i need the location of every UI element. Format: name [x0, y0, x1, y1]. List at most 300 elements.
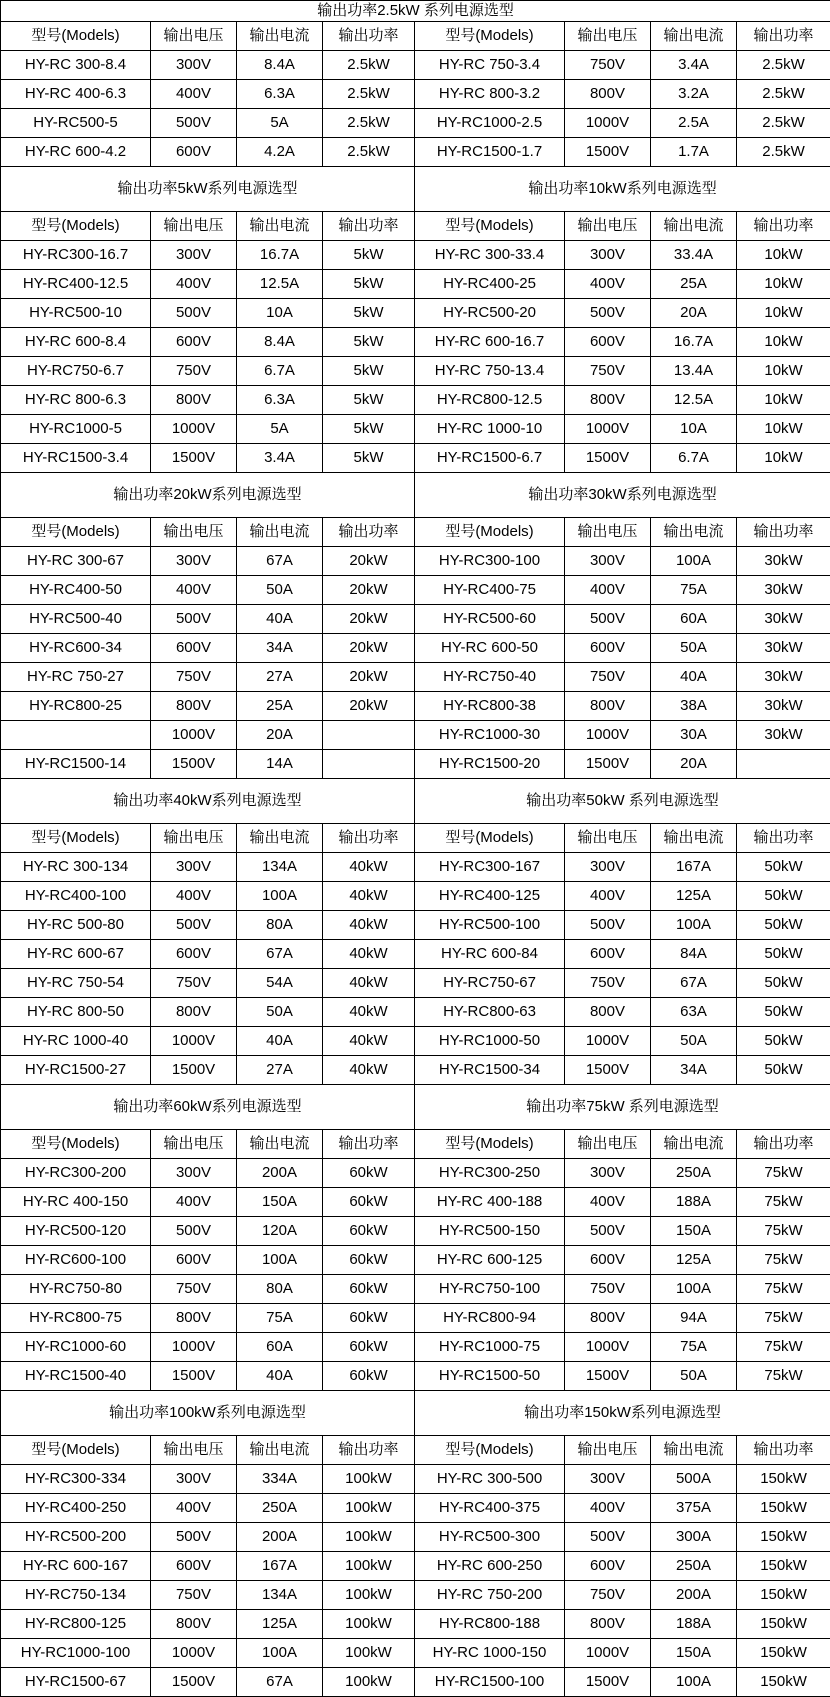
voltage-header: 输出电压: [565, 1436, 651, 1465]
power-cell: 30kW: [737, 663, 830, 692]
current-cell: 100A: [237, 1246, 323, 1275]
power-cell: 40kW: [323, 882, 415, 911]
current-cell: 100A: [651, 1275, 737, 1304]
voltage-cell: 750V: [565, 663, 651, 692]
table-row: [1, 386, 830, 415]
power-cell: [323, 721, 415, 750]
voltage-cell: 1000V: [565, 721, 651, 750]
model-cell: HY-RC 600-50: [415, 634, 565, 663]
current-cell: 125A: [651, 1246, 737, 1275]
model-cell: HY-RC1500-40: [1, 1362, 151, 1391]
power-cell: 40kW: [323, 940, 415, 969]
current-header: 输出电流: [651, 22, 737, 51]
section-title-left: 输出功率40kW系列电源选型: [1, 779, 415, 824]
table-row: [1, 1217, 830, 1246]
voltage-cell: 600V: [151, 634, 237, 663]
voltage-cell: 1000V: [565, 109, 651, 138]
power-cell: 30kW: [737, 605, 830, 634]
current-cell: 75A: [237, 1304, 323, 1333]
voltage-cell: 800V: [565, 998, 651, 1027]
model-header: 型号(Models): [415, 22, 565, 51]
power-header: 输出功率: [737, 1130, 830, 1159]
power-cell: 50kW: [737, 969, 830, 998]
table-row: [1, 415, 830, 444]
current-cell: 200A: [237, 1159, 323, 1188]
table-row: [1, 1056, 830, 1085]
model-header: 型号(Models): [1, 1130, 151, 1159]
voltage-cell: 400V: [565, 882, 651, 911]
voltage-cell: 600V: [565, 1552, 651, 1581]
model-cell: HY-RC 400-188: [415, 1188, 565, 1217]
voltage-cell: 800V: [151, 692, 237, 721]
current-cell: 40A: [237, 1027, 323, 1056]
power-cell: 50kW: [737, 998, 830, 1027]
current-cell: 33.4A: [651, 241, 737, 270]
voltage-header: 输出电压: [565, 1130, 651, 1159]
current-cell: 4.2A: [237, 138, 323, 167]
table-row: [1, 80, 830, 109]
current-cell: 5A: [237, 415, 323, 444]
table-row: [1, 1027, 830, 1056]
section-title-right: 输出功率30kW系列电源选型: [415, 473, 830, 518]
power-cell: 20kW: [323, 634, 415, 663]
model-cell: HY-RC400-250: [1, 1494, 151, 1523]
power-cell: 30kW: [737, 634, 830, 663]
model-header: 型号(Models): [1, 1436, 151, 1465]
voltage-cell: 400V: [565, 1494, 651, 1523]
table-row: [1, 882, 830, 911]
voltage-cell: 1000V: [151, 1639, 237, 1668]
power-cell: 10kW: [737, 386, 830, 415]
table-row: [1, 270, 830, 299]
current-cell: 8.4A: [237, 328, 323, 357]
current-cell: 60A: [237, 1333, 323, 1362]
current-header: 输出电流: [651, 518, 737, 547]
power-cell: 75kW: [737, 1246, 830, 1275]
current-cell: 150A: [651, 1639, 737, 1668]
section-title-left: 输出功率5kW系列电源选型: [1, 167, 415, 212]
current-cell: 1.7A: [651, 138, 737, 167]
model-cell: HY-RC300-100: [415, 547, 565, 576]
table-row: [1, 750, 830, 779]
voltage-cell: 300V: [151, 853, 237, 882]
power-cell: 40kW: [323, 911, 415, 940]
power-cell: 75kW: [737, 1275, 830, 1304]
model-cell: HY-RC 300-134: [1, 853, 151, 882]
voltage-cell: 300V: [565, 241, 651, 270]
section-title-row: [1, 1085, 830, 1130]
current-cell: 20A: [651, 299, 737, 328]
current-cell: 60A: [651, 605, 737, 634]
model-cell: HY-RC 600-84: [415, 940, 565, 969]
current-cell: 80A: [237, 911, 323, 940]
voltage-cell: 600V: [151, 940, 237, 969]
power-cell: 20kW: [323, 576, 415, 605]
voltage-cell: 500V: [565, 1523, 651, 1552]
voltage-cell: 1000V: [565, 1639, 651, 1668]
current-cell: 50A: [651, 634, 737, 663]
power-cell: 50kW: [737, 911, 830, 940]
current-cell: 100A: [651, 911, 737, 940]
model-cell: HY-RC 600-16.7: [415, 328, 565, 357]
voltage-cell: 750V: [151, 1581, 237, 1610]
model-cell: HY-RC800-188: [415, 1610, 565, 1639]
voltage-header: 输出电压: [565, 212, 651, 241]
power-cell: 40kW: [323, 998, 415, 1027]
model-cell: HY-RC 300-33.4: [415, 241, 565, 270]
voltage-header: 输出电压: [565, 518, 651, 547]
header-row: [1, 1130, 830, 1159]
current-header: 输出电流: [237, 518, 323, 547]
model-cell: HY-RC500-5: [1, 109, 151, 138]
current-cell: 50A: [651, 1027, 737, 1056]
power-cell: 40kW: [323, 969, 415, 998]
section-title-row: [1, 779, 830, 824]
table-row: [1, 721, 830, 750]
model-cell: HY-RC1500-50: [415, 1362, 565, 1391]
voltage-cell: 1000V: [151, 415, 237, 444]
voltage-cell: 1000V: [151, 721, 237, 750]
table-row: [1, 1333, 830, 1362]
model-cell: HY-RC 600-125: [415, 1246, 565, 1275]
voltage-cell: 1500V: [565, 1056, 651, 1085]
power-cell: 30kW: [737, 547, 830, 576]
table-row: [1, 51, 830, 80]
model-cell: HY-RC 800-6.3: [1, 386, 151, 415]
current-cell: 20A: [237, 721, 323, 750]
model-cell: HY-RC1000-100: [1, 1639, 151, 1668]
voltage-cell: 300V: [565, 853, 651, 882]
power-cell: 10kW: [737, 241, 830, 270]
current-cell: 13.4A: [651, 357, 737, 386]
current-cell: 25A: [237, 692, 323, 721]
model-cell: HY-RC 300-67: [1, 547, 151, 576]
power-cell: 75kW: [737, 1304, 830, 1333]
section-title-right: 输出功率150kW系列电源选型: [415, 1391, 830, 1436]
power-header: 输出功率: [737, 824, 830, 853]
current-cell: 250A: [651, 1552, 737, 1581]
power-cell: 2.5kW: [737, 80, 830, 109]
model-cell: HY-RC 800-50: [1, 998, 151, 1027]
power-cell: 60kW: [323, 1304, 415, 1333]
section-title-right: 输出功率10kW系列电源选型: [415, 167, 830, 212]
voltage-cell: 500V: [565, 911, 651, 940]
voltage-cell: 1500V: [565, 750, 651, 779]
section-title-left: 输出功率100kW系列电源选型: [1, 1391, 415, 1436]
power-cell: 100kW: [323, 1610, 415, 1639]
power-cell: 5kW: [323, 270, 415, 299]
current-cell: 38A: [651, 692, 737, 721]
current-cell: 27A: [237, 1056, 323, 1085]
voltage-cell: 600V: [565, 328, 651, 357]
current-cell: 12.5A: [237, 270, 323, 299]
voltage-cell: 400V: [565, 270, 651, 299]
power-header: 输出功率: [737, 518, 830, 547]
voltage-header: 输出电压: [565, 22, 651, 51]
current-cell: 10A: [237, 299, 323, 328]
power-cell: 75kW: [737, 1217, 830, 1246]
current-cell: 200A: [651, 1581, 737, 1610]
model-header: 型号(Models): [415, 824, 565, 853]
current-cell: 67A: [237, 940, 323, 969]
current-cell: 94A: [651, 1304, 737, 1333]
model-cell: HY-RC800-25: [1, 692, 151, 721]
current-cell: 30A: [651, 721, 737, 750]
power-cell: 30kW: [737, 692, 830, 721]
current-cell: 100A: [237, 1639, 323, 1668]
model-cell: HY-RC300-16.7: [1, 241, 151, 270]
power-cell: 60kW: [323, 1362, 415, 1391]
voltage-cell: 300V: [151, 1159, 237, 1188]
voltage-header: 输出电压: [151, 824, 237, 853]
voltage-cell: 1500V: [151, 1056, 237, 1085]
table-body: [1, 1, 830, 1697]
table-row: [1, 1610, 830, 1639]
voltage-cell: 750V: [151, 663, 237, 692]
model-cell: HY-RC1500-1.7: [415, 138, 565, 167]
voltage-cell: 300V: [151, 51, 237, 80]
power-cell: [323, 750, 415, 779]
voltage-header: 输出电压: [151, 1436, 237, 1465]
voltage-cell: 800V: [565, 80, 651, 109]
current-cell: 34A: [651, 1056, 737, 1085]
model-cell: HY-RC300-334: [1, 1465, 151, 1494]
voltage-cell: 500V: [565, 1217, 651, 1246]
model-cell: HY-RC400-75: [415, 576, 565, 605]
current-cell: 6.7A: [651, 444, 737, 473]
voltage-cell: 800V: [151, 998, 237, 1027]
table-row: [1, 1523, 830, 1552]
current-cell: 334A: [237, 1465, 323, 1494]
voltage-cell: 500V: [565, 299, 651, 328]
current-cell: 3.4A: [651, 51, 737, 80]
model-cell: HY-RC 400-6.3: [1, 80, 151, 109]
power-cell: 5kW: [323, 386, 415, 415]
model-cell: HY-RC1000-2.5: [415, 109, 565, 138]
voltage-cell: 750V: [151, 357, 237, 386]
current-cell: 5A: [237, 109, 323, 138]
current-cell: 6.3A: [237, 386, 323, 415]
power-cell: 75kW: [737, 1362, 830, 1391]
current-cell: 40A: [237, 605, 323, 634]
current-header: 输出电流: [651, 1436, 737, 1465]
voltage-cell: 600V: [151, 328, 237, 357]
voltage-cell: 1500V: [565, 138, 651, 167]
power-cell: [737, 750, 830, 779]
power-cell: 50kW: [737, 1056, 830, 1085]
voltage-cell: 1500V: [565, 1668, 651, 1697]
table-row: [1, 328, 830, 357]
current-cell: 10A: [651, 415, 737, 444]
power-cell: 2.5kW: [323, 138, 415, 167]
voltage-cell: 750V: [565, 357, 651, 386]
model-header: 型号(Models): [1, 22, 151, 51]
power-cell: 100kW: [323, 1639, 415, 1668]
voltage-cell: 1000V: [565, 1333, 651, 1362]
model-cell: HY-RC1500-34: [415, 1056, 565, 1085]
model-cell: HY-RC1000-50: [415, 1027, 565, 1056]
table-row: [1, 1275, 830, 1304]
model-header: 型号(Models): [1, 212, 151, 241]
power-cell: 100kW: [323, 1668, 415, 1697]
table-row: [1, 299, 830, 328]
model-cell: HY-RC1500-14: [1, 750, 151, 779]
section-title-left: 输出功率60kW系列电源选型: [1, 1085, 415, 1130]
voltage-header: 输出电压: [151, 22, 237, 51]
model-header: 型号(Models): [415, 1130, 565, 1159]
section-title-row: [1, 167, 830, 212]
header-row: [1, 212, 830, 241]
table-row: [1, 547, 830, 576]
section-title-right: 输出功率50kW 系列电源选型: [415, 779, 830, 824]
table-row: [1, 634, 830, 663]
power-cell: 50kW: [737, 940, 830, 969]
voltage-cell: 800V: [151, 386, 237, 415]
current-cell: 120A: [237, 1217, 323, 1246]
current-cell: 25A: [651, 270, 737, 299]
model-cell: HY-RC1500-20: [415, 750, 565, 779]
table-row: [1, 969, 830, 998]
voltage-cell: 800V: [151, 1610, 237, 1639]
section-title-left: 输出功率20kW系列电源选型: [1, 473, 415, 518]
table-row: [1, 1304, 830, 1333]
model-header: 型号(Models): [415, 212, 565, 241]
power-cell: 5kW: [323, 241, 415, 270]
section-title: 输出功率2.5kW 系列电源选型: [1, 1, 830, 22]
current-cell: 6.7A: [237, 357, 323, 386]
header-row: [1, 22, 830, 51]
model-cell: HY-RC1000-5: [1, 415, 151, 444]
model-cell: HY-RC 600-250: [415, 1552, 565, 1581]
power-cell: 100kW: [323, 1494, 415, 1523]
table-row: [1, 138, 830, 167]
table-row: [1, 911, 830, 940]
model-cell: HY-RC400-125: [415, 882, 565, 911]
current-cell: 14A: [237, 750, 323, 779]
power-cell: 75kW: [737, 1333, 830, 1362]
power-cell: 20kW: [323, 663, 415, 692]
table-row: [1, 605, 830, 634]
voltage-cell: 1500V: [565, 1362, 651, 1391]
model-cell: HY-RC750-134: [1, 1581, 151, 1610]
model-cell: HY-RC400-25: [415, 270, 565, 299]
table-row: [1, 1581, 830, 1610]
voltage-header: 输出电压: [151, 518, 237, 547]
current-cell: 27A: [237, 663, 323, 692]
current-cell: 12.5A: [651, 386, 737, 415]
model-cell: HY-RC800-12.5: [415, 386, 565, 415]
power-cell: 2.5kW: [323, 109, 415, 138]
power-cell: 10kW: [737, 328, 830, 357]
power-cell: 150kW: [737, 1494, 830, 1523]
voltage-cell: 800V: [151, 1304, 237, 1333]
voltage-cell: 300V: [151, 547, 237, 576]
table-row: [1, 1668, 830, 1697]
voltage-cell: 600V: [565, 940, 651, 969]
voltage-cell: 750V: [151, 969, 237, 998]
power-cell: 60kW: [323, 1275, 415, 1304]
model-header: 型号(Models): [415, 1436, 565, 1465]
current-cell: 40A: [651, 663, 737, 692]
model-cell: HY-RC 400-150: [1, 1188, 151, 1217]
model-cell: HY-RC500-300: [415, 1523, 565, 1552]
power-cell: 5kW: [323, 299, 415, 328]
voltage-cell: 600V: [565, 634, 651, 663]
power-header: 输出功率: [323, 212, 415, 241]
power-cell: 40kW: [323, 1056, 415, 1085]
power-header: 输出功率: [737, 22, 830, 51]
model-cell: HY-RC 750-3.4: [415, 51, 565, 80]
power-cell: 10kW: [737, 299, 830, 328]
power-cell: 40kW: [323, 1027, 415, 1056]
voltage-cell: 750V: [565, 969, 651, 998]
model-cell: HY-RC1500-67: [1, 1668, 151, 1697]
power-cell: 60kW: [323, 1246, 415, 1275]
current-cell: 50A: [237, 998, 323, 1027]
model-cell: HY-RC300-250: [415, 1159, 565, 1188]
power-cell: 100kW: [323, 1523, 415, 1552]
power-cell: 150kW: [737, 1639, 830, 1668]
table-row: [1, 241, 830, 270]
voltage-cell: 400V: [565, 1188, 651, 1217]
power-cell: 20kW: [323, 547, 415, 576]
section-title-row: [1, 1391, 830, 1436]
voltage-cell: 600V: [151, 1246, 237, 1275]
current-cell: 67A: [237, 1668, 323, 1697]
current-cell: 134A: [237, 853, 323, 882]
header-row: [1, 1436, 830, 1465]
current-cell: 16.7A: [651, 328, 737, 357]
power-header: 输出功率: [323, 22, 415, 51]
voltage-header: 输出电压: [565, 824, 651, 853]
current-cell: 6.3A: [237, 80, 323, 109]
voltage-cell: 600V: [565, 1246, 651, 1275]
power-cell: 10kW: [737, 415, 830, 444]
power-cell: 150kW: [737, 1668, 830, 1697]
voltage-cell: 800V: [565, 386, 651, 415]
table-row: [1, 853, 830, 882]
power-cell: 75kW: [737, 1159, 830, 1188]
table-row: [1, 1552, 830, 1581]
voltage-cell: 400V: [151, 576, 237, 605]
current-header: 输出电流: [651, 212, 737, 241]
section-title-right: 输出功率75kW 系列电源选型: [415, 1085, 830, 1130]
section-title-row: [1, 473, 830, 518]
current-cell: 300A: [651, 1523, 737, 1552]
voltage-cell: 1000V: [565, 1027, 651, 1056]
current-cell: 8.4A: [237, 51, 323, 80]
power-cell: 10kW: [737, 444, 830, 473]
power-cell: 5kW: [323, 357, 415, 386]
current-cell: 134A: [237, 1581, 323, 1610]
current-cell: 167A: [237, 1552, 323, 1581]
model-cell: HY-RC 600-167: [1, 1552, 151, 1581]
voltage-cell: 500V: [151, 1217, 237, 1246]
table-row: [1, 663, 830, 692]
model-cell: HY-RC750-100: [415, 1275, 565, 1304]
model-cell: HY-RC750-6.7: [1, 357, 151, 386]
model-cell: HY-RC1500-100: [415, 1668, 565, 1697]
power-cell: 150kW: [737, 1465, 830, 1494]
voltage-cell: 600V: [151, 138, 237, 167]
power-cell: 40kW: [323, 853, 415, 882]
current-cell: 375A: [651, 1494, 737, 1523]
current-cell: 20A: [651, 750, 737, 779]
voltage-header: 输出电压: [151, 212, 237, 241]
voltage-cell: 1000V: [151, 1333, 237, 1362]
current-cell: 54A: [237, 969, 323, 998]
section-title-row: [1, 1, 830, 22]
